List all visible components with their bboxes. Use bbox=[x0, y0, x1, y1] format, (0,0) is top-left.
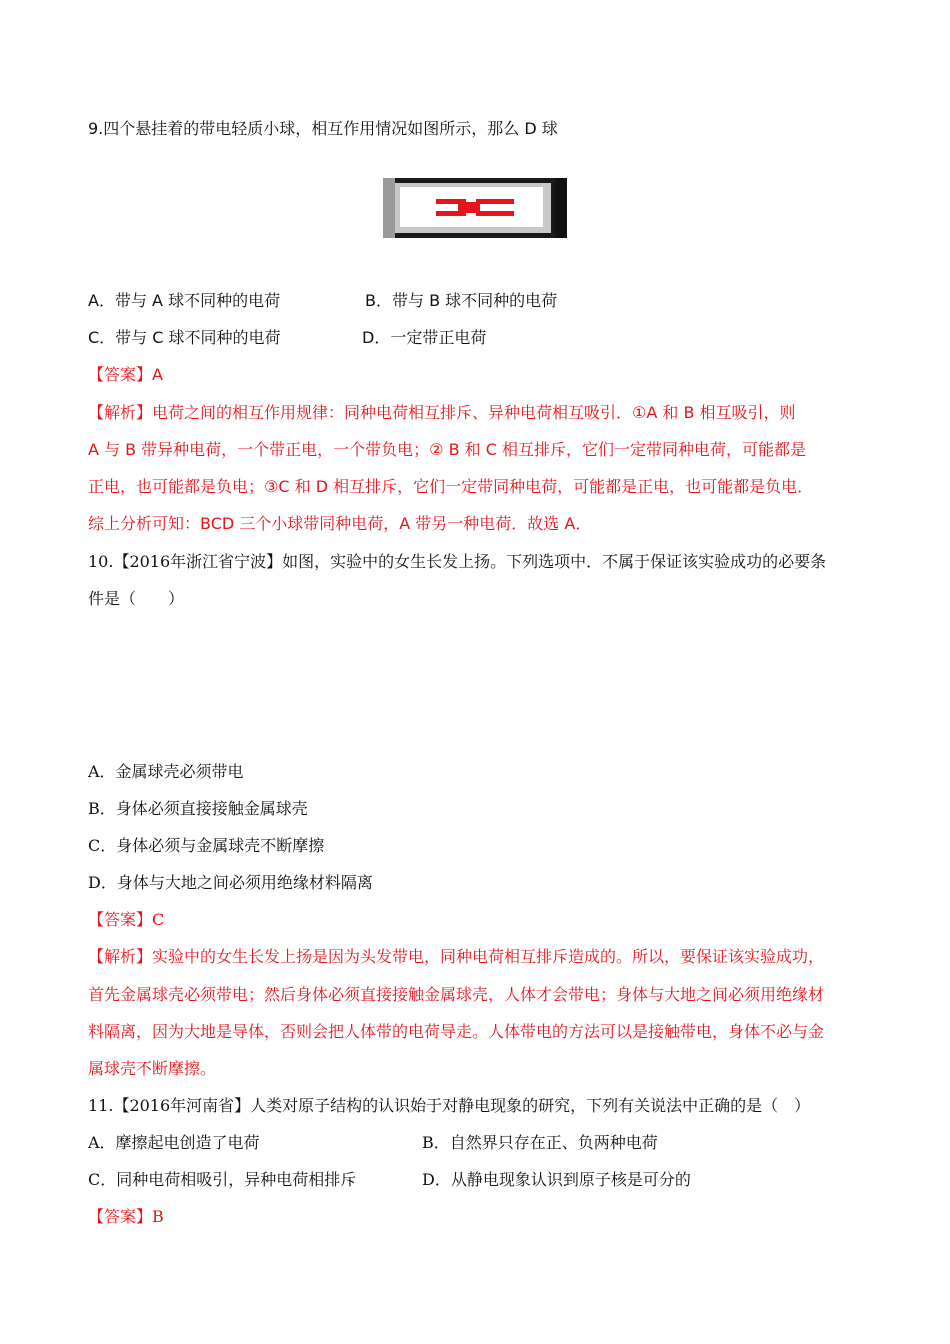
figure-frame bbox=[395, 183, 551, 233]
q10-option-d: D．身体与大地之间必须用绝缘材料隔离 bbox=[88, 873, 373, 892]
ball-d-mark bbox=[476, 211, 514, 216]
q11-answer: 【答案】B bbox=[88, 1207, 164, 1226]
q11-option-c: C．同种电荷相吸引，异种电荷相排斥 bbox=[88, 1170, 357, 1189]
ball-c-mark bbox=[476, 199, 514, 204]
q10-answer: 【答案】C bbox=[88, 910, 165, 929]
figure-panel bbox=[400, 187, 543, 227]
q10-analysis-line: 属球壳不断摩擦。 bbox=[88, 1059, 217, 1078]
q9-option-b: B．带与 B 球不同种的电荷 bbox=[365, 291, 558, 310]
q10-option-c: C．身体必须与金属球壳不断摩擦 bbox=[88, 836, 325, 855]
q9-option-d: D．一定带正电荷 bbox=[362, 328, 487, 347]
q10-analysis-line: 【解析】实验中的女生长发上扬是因为头发带电，同种电荷相互排斥造成的。所以，要保证该实验成功， bbox=[88, 947, 825, 966]
q10-option-a: A．金属球壳必须带电 bbox=[88, 762, 244, 781]
charged-balls-figure bbox=[383, 178, 567, 238]
q10-option-b: B．身体必须直接接触金属球壳 bbox=[88, 799, 308, 818]
q10-analysis-line: 料隔离，因为大地是导体，否则会把人体带的电荷导走。人体带电的方法可以是接触带电，身体不必与金 bbox=[88, 1022, 825, 1041]
q9-analysis-line: 综上分析可知：BCD 三个小球带同种电荷，A 带另一种电荷．故选 A． bbox=[88, 514, 592, 533]
q9-option-a: A．带与 A 球不同种的电荷 bbox=[88, 291, 281, 310]
q11-option-d: D．从静电现象认识到原子核是可分的 bbox=[422, 1170, 691, 1189]
q10-analysis-line: 首先金属球壳必须带电；然后身体必须直接接触金属球壳，人体才会带电；身体与大地之间必须用绝缘材 bbox=[88, 985, 825, 1004]
figure-right-shade bbox=[555, 178, 567, 238]
q10-stem-line: 件是（ ） bbox=[88, 589, 185, 608]
q9-answer: 【答案】A bbox=[88, 365, 163, 384]
q11-option-b: B．自然界只存在正、负两种电荷 bbox=[422, 1133, 658, 1152]
q9-analysis-line: A 与 B 带异种电荷，一个带正电，一个带负电；② B 和 C 相互排斥，它们一定带同种电荷，可能都是 bbox=[88, 440, 807, 459]
q9-stem: 9.四个悬挂着的带电轻质小球，相互作用情况如图所示，那么 D 球 bbox=[88, 119, 558, 138]
figure-left-shade bbox=[383, 178, 395, 238]
q11-option-a: A．摩擦起电创造了电荷 bbox=[88, 1133, 260, 1152]
q9-option-c: C．带与 C 球不同种的电荷 bbox=[88, 328, 281, 347]
q9-analysis-line: 【解析】电荷之间的相互作用规律：同种电荷相互排斥、异种电荷相互吸引．①A 和 B 相互吸引，则 bbox=[88, 403, 796, 422]
q10-stem-line: 10.【2016年浙江省宁波】如图，实验中的女生长发上扬。下列选项中．不属于保证该实验成功的必要条 bbox=[88, 552, 827, 571]
q9-analysis-line: 正电，也可能都是负电；③C 和 D 相互排斥，它们一定带同种电荷，可能都是正电，也可能都是负电． bbox=[88, 477, 814, 496]
q11-stem: 11.【2016年河南省】人类对原子结构的认识始于对静电现象的研究，下列有关说法中正确的是（ ） bbox=[88, 1096, 811, 1115]
